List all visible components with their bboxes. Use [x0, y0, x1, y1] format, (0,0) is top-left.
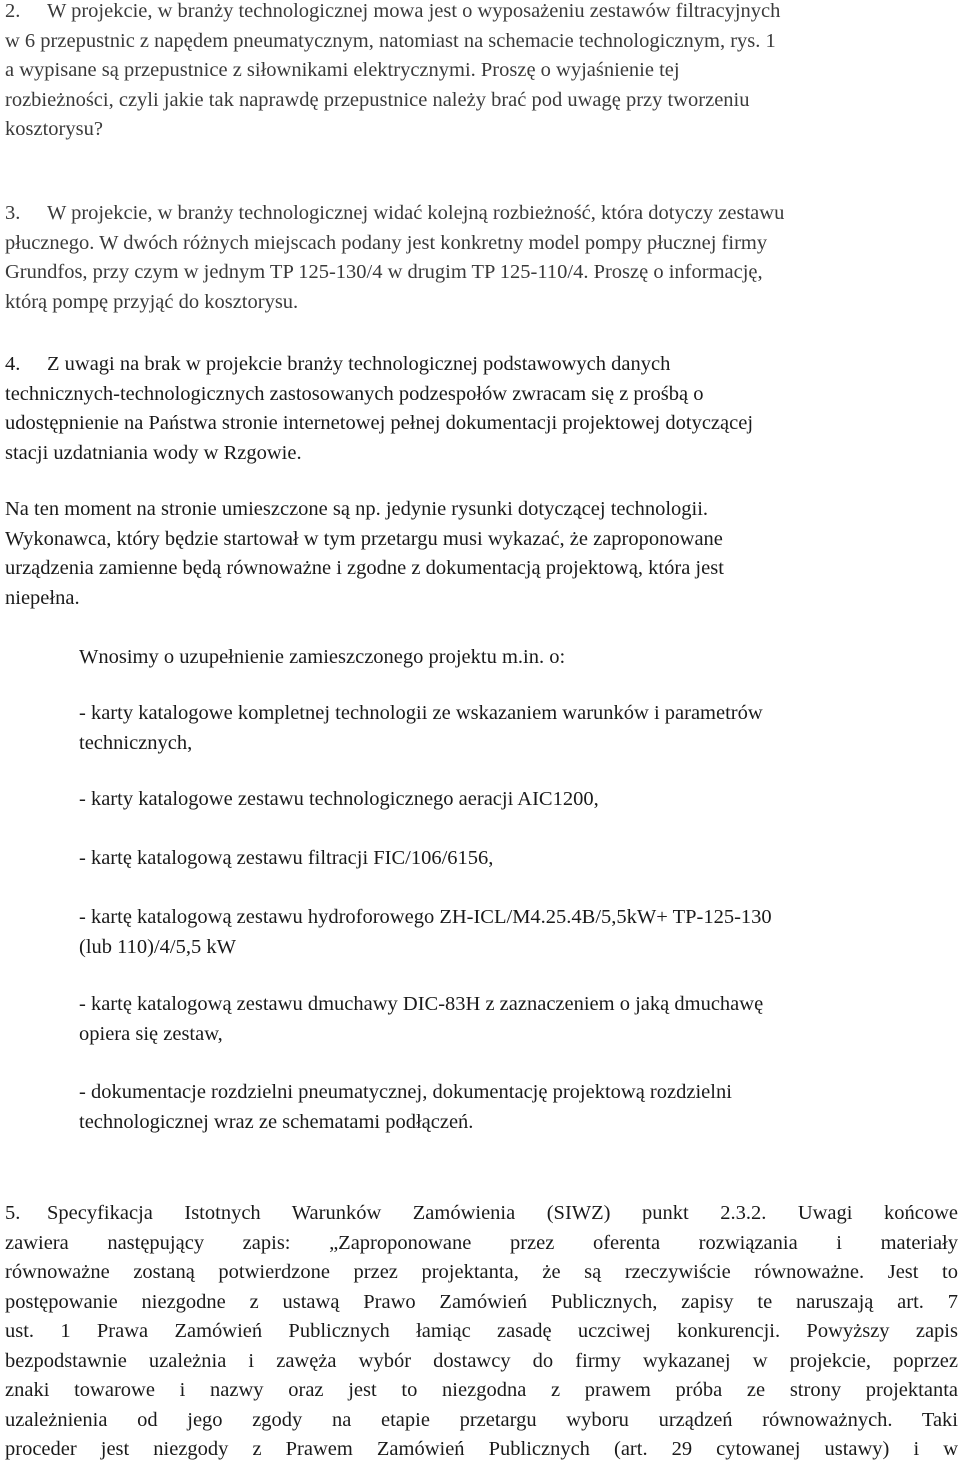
- request-item-3: - kartę katalogową zestawu filtracji FIC/106/6156,: [79, 847, 494, 869]
- section-3: [5, 199, 958, 317]
- section-2: [5, 0, 958, 145]
- section-4: [5, 350, 958, 468]
- request-item-1: - karty katalogowe kompletnej technologii ze wskazaniem warunków i parametrów technicznych,: [79, 702, 763, 754]
- section-2-line-4: rozbieżności, czyli jakie tak naprawdę przepustnice należy brać pod uwagę przy tworzeniu: [5, 88, 750, 111]
- section-5-line-3: równoważne zostaną potwierdzone przez projektanta, że są rzeczywiście równoważne. Jest to: [5, 1261, 958, 1283]
- section-5-line-7: znaki towarowe i nazwy oraz jest to niezgodna z prawem próba ze strony projektanta: [5, 1379, 958, 1401]
- section-5-line-6: bezpodstawnie uzależnia i zawęża wybór dostawcy do firmy wykazanej w projekcie, poprzez: [5, 1349, 958, 1372]
- section-4-number: 4.: [5, 353, 21, 375]
- section-5-line-5: ust. 1 Prawa Zamówień Publicznych łamiąc zasadę uczciwej konkurencji. Powyższy zapis: [5, 1320, 958, 1342]
- request-item-4: - kartę katalogową zestawu hydroforowego ZH-ICL/M4.25.4B/5,5kW+ TP-125-130 (lub 110)/4/5,5 kW: [79, 906, 772, 958]
- section-5-line-8: uzależnienia od jego zgody na etapie przetargu wyboru urządzeń równoważnych. Taki: [5, 1408, 958, 1431]
- request-item-5: - kartę katalogową zestawu dmuchawy DIC-83H z zaznaczeniem o jaką dmuchawę opiera się zestaw,: [79, 993, 764, 1045]
- section-4-p2-line-1: Na ten moment na stronie umieszczone są np. jedynie rysunki dotyczącej technologii.: [5, 498, 709, 520]
- request-item-6: - dokumentacje rozdzielni pneumatycznej, dokumentację projektową rozdzielni technologicznej wraz ze schematami podłączeń.: [79, 1081, 732, 1133]
- section-3-line-1: 3. W projekcie, w branży technologicznej widać kolejną rozbieżność, która dotyczy zestawu: [5, 199, 958, 229]
- section-5-line-2: zawiera następujący zapis: „Zaproponowane przez oferenta rozwiązania i materiały: [5, 1231, 958, 1254]
- section-3-line-3: Grundfos, przy czym w jednym TP 125-130/4 w drugim TP 125-110/4. Proszę o informację,: [5, 261, 763, 283]
- section-2-line-3: a wypisane są przepustnice z siłownikami elektrycznymi. Proszę o wyjaśnienie tej: [5, 59, 680, 81]
- section-4-paragraph-2: [5, 495, 958, 613]
- section-5-line-9: proceder jest niezgody z Prawem Zamówień Publicznych (art. 29 cytowanej ustawy) i w: [5, 1438, 958, 1460]
- section-4-p2-line-3: urządzenia zamienne będą równoważne i zgodne z dokumentacją projektową, która jest: [5, 557, 724, 579]
- section-4-p2-line-4: niepełna.: [5, 586, 80, 609]
- request-item-2: - karty katalogowe zestawu technologicznego aeracji AIC1200,: [79, 788, 599, 810]
- section-2-line-2: w 6 przepustnic z napędem pneumatycznym, natomiast na schemacie technologicznym, rys. 1: [5, 29, 776, 52]
- section-2-line-1: 2. W projekcie, w branży technologicznej mowa jest o wyposażeniu zestawów filtracyjnych: [5, 0, 958, 27]
- section-2-line-5: kosztorysu?: [5, 118, 103, 140]
- section-5-number: 5.: [5, 1202, 21, 1224]
- section-5: [5, 1199, 958, 1465]
- section-4-p2-line-2: Wykonawca, który będzie startował w tym przetargu musi wykazać, że zaproponowane: [5, 527, 723, 550]
- request-intro: Wnosimy o uzupełnienie zamieszczonego projektu m.in. o:: [79, 646, 566, 668]
- section-3-line-2: płucznego. W dwóch różnych miejscach podany jest konkretny model pompy płucznej firmy: [5, 231, 768, 254]
- section-4-line-2: technicznych-technologicznych zastosowanych podzespołów zwracam się z prośbą o: [5, 382, 704, 405]
- section-4-line-4: stacji uzdatniania wody w Rzgowie.: [5, 441, 302, 464]
- section-4-line-1: 4. Z uwagi na brak w projekcie branży technologicznej podstawowych danych: [5, 350, 958, 380]
- section-3-number: 3.: [5, 202, 21, 224]
- section-2-number: 2.: [5, 0, 21, 22]
- section-3-line-4: którą pompę przyjąć do kosztorysu.: [5, 290, 299, 313]
- section-5-line-1: 5. Specyfikacja Istotnych Warunków Zamówienia (SIWZ) punkt 2.3.2. Uwagi końcowe: [5, 1199, 958, 1229]
- section-5-line-4: postępowanie niezgodne z ustawą Prawo Zamówień Publicznych, zapisy te naruszają art. 7: [5, 1290, 958, 1313]
- section-4-line-3: udostępnienie na Państwa stronie internetowej pełnej dokumentacji projektowej dotyczącej: [5, 412, 754, 434]
